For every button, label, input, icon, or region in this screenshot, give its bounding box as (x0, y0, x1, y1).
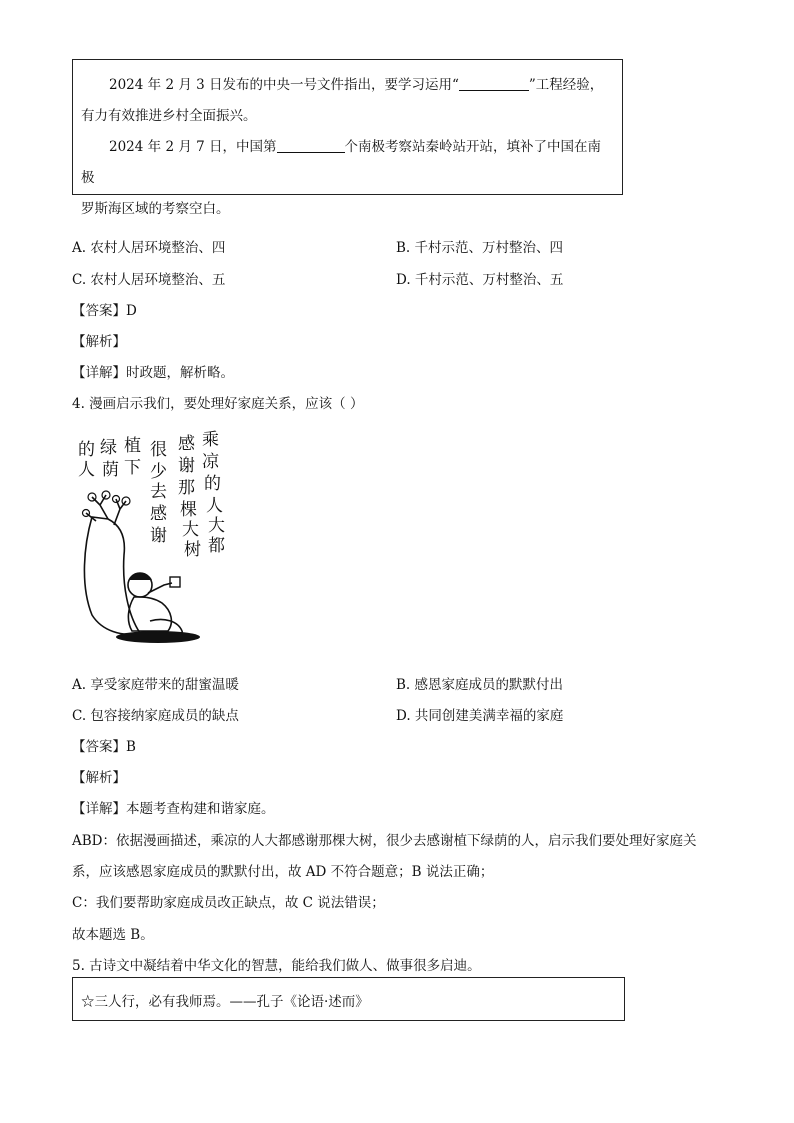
cartoon-char: 乘 (202, 430, 219, 450)
person-hair (129, 573, 152, 580)
cartoon-char: 感 (150, 504, 167, 524)
q4-option-d[interactable]: D. 共同创建美满幸福的家庭 (396, 708, 564, 724)
q3-option-d[interactable]: D. 千村示范、万村整治、五 (396, 272, 564, 288)
cartoon-illustration (78, 425, 228, 650)
cartoon-char: 都 (208, 536, 225, 556)
q3-para1-text-a: 2024 年 2 月 3 日发布的中央一号文件指出，要学习运用“ (109, 77, 459, 93)
q3-paragraph-2 (81, 132, 614, 194)
q3-analysis-label: 【解析】 (72, 334, 126, 350)
cartoon-char: 棵 (180, 500, 197, 520)
cartoon-char: 少 (150, 462, 167, 482)
q3-detail: 【详解】时政题，解析略。 (72, 365, 234, 381)
fill-blank (277, 138, 345, 153)
cartoon-char: 很 (150, 440, 167, 460)
cartoon-char: 感 (178, 434, 195, 454)
q4-abd-line-2: 系，应该感恩家庭成员的默默付出，故 AD 不符合题意；B 说法正确； (72, 864, 494, 880)
ground-shadow (116, 631, 200, 643)
q5-stem: 5. 古诗文中凝结着中华文化的智慧，能给我们做人、做事很多启迪。 (72, 958, 481, 974)
cartoon-char: 的 (204, 474, 221, 494)
q4-answer: 【答案】B (72, 739, 136, 755)
q4-option-c[interactable]: C. 包容接纳家庭成员的缺点 (72, 708, 239, 724)
cartoon-char: 人 (78, 460, 95, 480)
q4-option-a[interactable]: A. 享受家庭带来的甜蜜温暖 (72, 677, 239, 693)
cartoon-char: 谢 (150, 526, 167, 546)
cartoon-char: 绿 (100, 438, 117, 458)
cartoon-char: 去 (150, 482, 167, 502)
q3-option-b[interactable]: B. 千村示范、万村整治、四 (396, 240, 564, 256)
q3-para2-text-b: 个南极考察站秦岭站开站，填补了中国在南极 (81, 139, 601, 186)
q4-conclusion: 故本题选 B。 (72, 927, 154, 943)
cartoon-char: 树 (184, 540, 201, 560)
cartoon-char: 那 (178, 478, 195, 498)
cup (170, 577, 180, 587)
cartoon-char: 植 (124, 436, 141, 456)
q3-answer: 【答案】D (72, 303, 137, 319)
fill-blank (459, 76, 529, 91)
cartoon-char: 大 (208, 516, 225, 536)
person-body (128, 597, 171, 631)
q3-paragraph-1 (81, 70, 614, 101)
q3-paragraph-1-cont: 有力有效推进乡村全面振兴。 (81, 108, 257, 124)
q4-stem: 4. 漫画启示我们，要处理好家庭关系，应该（ ） (72, 396, 364, 412)
q3-paragraph-2-cont: 罗斯海区域的考察空白。 (81, 201, 230, 217)
q3-option-c[interactable]: C. 农村人居环境整治、五 (72, 272, 226, 288)
q4-c-line: C：我们要帮助家庭成员改正缺点，故 C 说法错误； (72, 895, 385, 911)
cartoon-char: 下 (124, 458, 141, 478)
cartoon-char: 人 (206, 496, 223, 516)
q4-analysis-label: 【解析】 (72, 770, 126, 786)
q3-para1-text-b: ”工程经验， (528, 77, 604, 93)
q4-abd-line-1: ABD：依据漫画描述，乘凉的人大都感谢那棵大树，很少去感谢植下绿荫的人，启示我们要处理好家庭关 (72, 833, 697, 849)
q4-option-b[interactable]: B. 感恩家庭成员的默默付出 (396, 677, 564, 693)
q5-quote-box (72, 977, 625, 1021)
cartoon-char: 大 (182, 520, 199, 540)
cartoon-char: 荫 (102, 460, 119, 480)
q3-material-box (72, 59, 623, 217)
cartoon-char: 的 (78, 440, 95, 460)
q3-option-a[interactable]: A. 农村人居环境整治、四 (72, 240, 226, 256)
q4-detail: 【详解】本题考查构建和谐家庭。 (72, 801, 275, 817)
cartoon-char: 谢 (178, 456, 195, 476)
cartoon-char: 凉 (202, 452, 219, 472)
q5-quote: ☆三人行，必有我师焉。——孔子《论语·述而》 (81, 994, 369, 1010)
q3-para2-text-a: 2024 年 2 月 7 日，中国第 (109, 139, 277, 155)
